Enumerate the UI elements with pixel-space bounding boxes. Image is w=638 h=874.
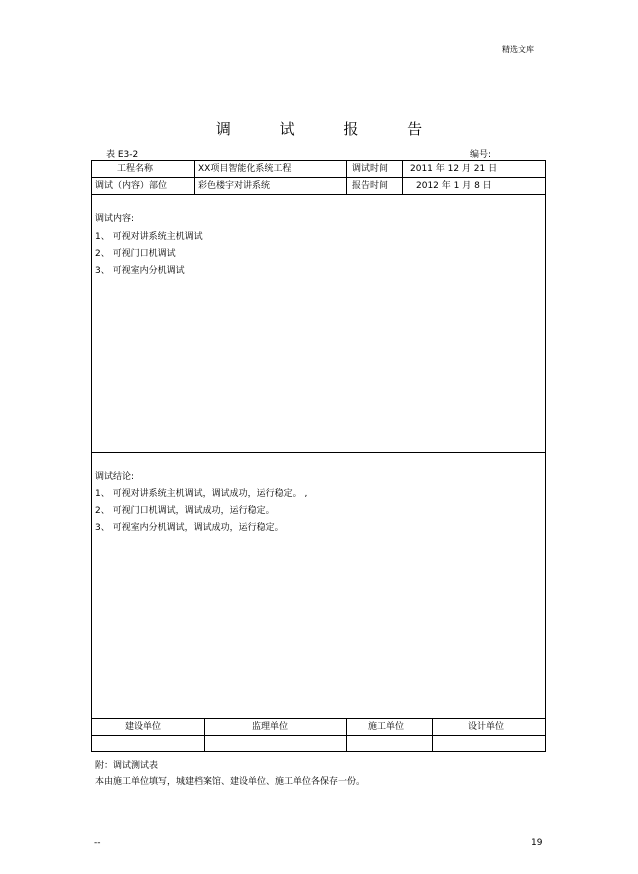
- construction-unit-label: 建设单位: [125, 722, 162, 732]
- project-name-value: XX项目智能化系统工程: [198, 164, 292, 174]
- col-divider: [194, 160, 195, 194]
- conclusion-item: 2、 可视门口机调试，调试成功，运行稳定。: [95, 506, 275, 516]
- contractor-unit-label: 施工单位: [368, 722, 405, 732]
- col-divider: [402, 160, 403, 194]
- col-divider: [204, 718, 205, 752]
- report-time-label: 报告时间: [352, 181, 389, 191]
- conclusion-section-title: 调试结论:: [95, 472, 135, 482]
- instruction-note: 本由施工单位填写，城建档案馆、建设单位、施工单位各保存一份。: [95, 777, 366, 787]
- row-divider: [91, 735, 546, 736]
- row-divider: [91, 194, 546, 195]
- report-time-value: 2012 年 1 月 8 日: [416, 181, 492, 191]
- debug-time-value: 2011 年 12 月 21 日: [410, 164, 498, 174]
- debug-time-label: 调试时间: [352, 164, 389, 174]
- content-item: 1、 可视对讲系统主机调试: [95, 232, 203, 242]
- supervision-unit-label: 监理单位: [252, 722, 289, 732]
- content-item: 2、 可视门口机调试: [95, 249, 176, 259]
- form-number: 表 E3-2: [106, 150, 139, 160]
- serial-number-label: 编号:: [470, 150, 492, 160]
- library-label: 精选文库: [502, 45, 534, 54]
- col-divider: [346, 160, 347, 194]
- content-item: 3、 可视室内分机调试: [95, 266, 185, 276]
- conclusion-item: 3、 可视室内分机调试，调试成功，运行稳定。: [95, 523, 284, 533]
- conclusion-item: 1、 可视对讲系统主机调试，调试成功，运行稳定。 ,: [95, 489, 308, 499]
- project-name-label: 工程名称: [117, 164, 154, 174]
- col-divider: [346, 718, 347, 752]
- row-divider: [91, 452, 546, 453]
- design-unit-label: 设计单位: [468, 722, 505, 732]
- debug-part-value: 彩色楼宇对讲系统: [198, 181, 271, 191]
- footer-left: --: [94, 838, 101, 848]
- col-divider: [432, 718, 433, 752]
- attachment-note: 附：调试测试表: [95, 761, 159, 771]
- report-title: 调 试 报 告: [215, 120, 445, 138]
- page-number: 19: [531, 838, 543, 848]
- debug-part-label: 调试（内容）部位: [95, 181, 168, 191]
- content-section-title: 调试内容:: [95, 214, 135, 224]
